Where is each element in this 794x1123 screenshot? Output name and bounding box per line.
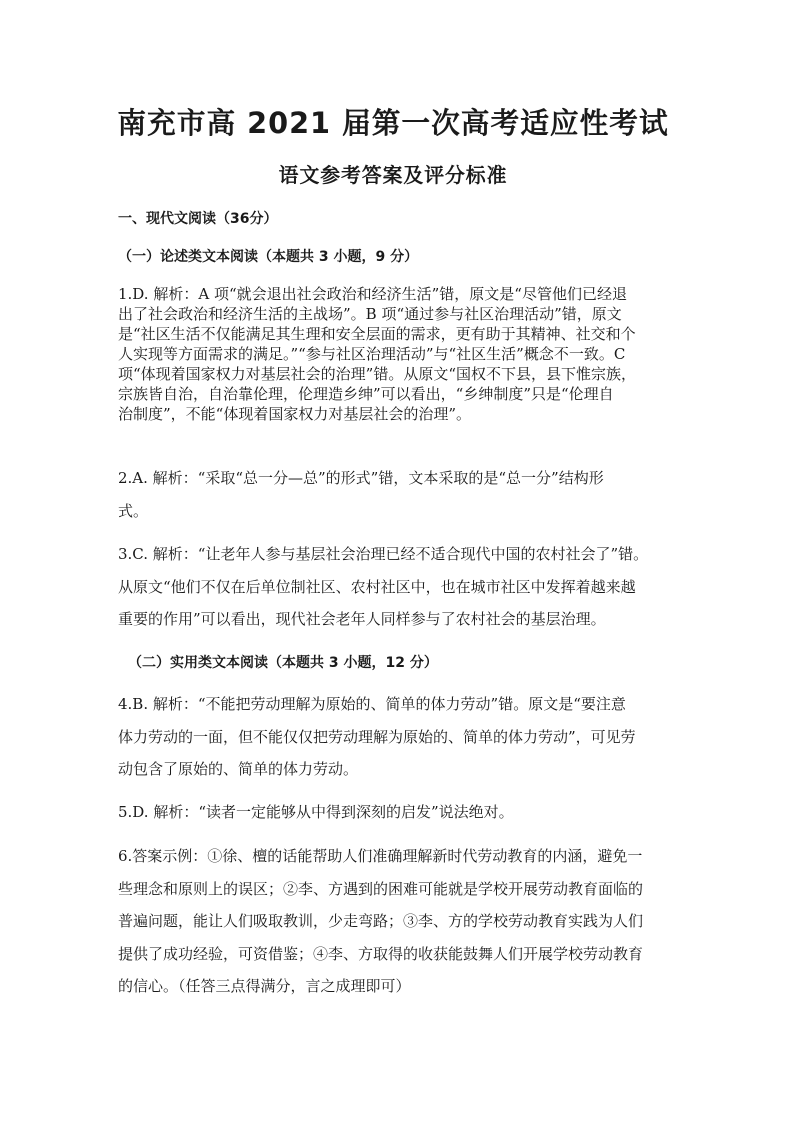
- answer-line: 项“体现着国家权力对基层社会的治理”错。从原文“国权不下县，县下惟宗族，: [118, 365, 637, 383]
- page-subtitle: 语文参考答案及评分标准: [278, 163, 508, 187]
- answer-q2: [118, 462, 604, 527]
- answer-line: 从原文“他们不仅在后单位制社区、农村社区中，也在城市社区中发挥着越来越: [118, 577, 636, 596]
- answer-line: 人实现等方面需求的满足。”“参与社区治理活动”与“社区生活”概念不一致。C: [118, 345, 626, 363]
- page-title: 南充市高 2021 届第一次高考适应性考试: [117, 106, 669, 140]
- answer-line: 6.答案示例：①徐、檀的话能帮助人们准确理解新时代劳动教育的内涵，避免一: [118, 847, 643, 865]
- answer-q1: [118, 284, 636, 424]
- answer-line: 宗族皆自治，自治靠伦理，伦理造乡绅”可以看出，“乡绅制度”只是“伦理自: [118, 385, 614, 403]
- answer-line: 普遍问题，能让人们吸取教训，少走弯路；③李、方的学校劳动教育实践为人们: [118, 912, 644, 930]
- answer-line: 提供了成功经验，可资借鉴；④李、方取得的收获能鼓舞人们开展学校劳动教育: [118, 944, 644, 963]
- subsection-heading-argumentative: （一）论述类文本阅读（本题共 3 小题，9 分）: [118, 249, 419, 265]
- answer-q3: [118, 538, 648, 636]
- answer-line: 重要的作用”可以看出，现代社会老年人同样参与了农村社会的基层治理。: [118, 610, 606, 628]
- answer-line: 5.D. 解析：“读者一定能够从中得到深刻的启发”说法绝对。: [118, 803, 514, 821]
- answer-line: 体力劳动的一面，但不能仅仅把劳动理解为原始的、简单的体力劳动”，可见劳: [118, 727, 636, 746]
- section-heading-modern-reading: 一、现代文阅读（36分）: [118, 211, 278, 227]
- answer-line: 出了社会政治和经济生活的主战场”。B 项“通过参与社区治理活动”错，原文: [118, 305, 622, 323]
- answer-q6: [118, 840, 643, 1003]
- answer-q5: [118, 796, 514, 829]
- answer-line: 治制度”，不能“体现着国家权力对基层社会的治理”。: [118, 405, 472, 423]
- answer-line: 动包含了原始的、简单的体力劳动。: [118, 760, 359, 778]
- answer-line: 2.A. 解析：“采取“总一分—总”的形式”错，文本采取的是“总一分”结构形: [118, 469, 604, 487]
- answer-q4: [118, 688, 636, 786]
- subsection-heading-practical: （二）实用类文本阅读（本题共 3 小题，12 分）: [128, 655, 438, 671]
- answer-line: 些理念和原则上的误区；②李、方遇到的困难可能就是学校开展劳动教育面临的: [118, 879, 644, 898]
- answer-line: 3.C. 解析：“让老年人参与基层社会治理已经不适合现代中国的农村社会了”错。: [118, 545, 649, 563]
- answer-line: 是“社区生活不仅能满足其生理和安全层面的需求，更有助于其精神、社交和个: [118, 325, 636, 343]
- answer-line: 4.B. 解析：“不能把劳动理解为原始的、简单的体力劳动”错。原文是“要注意: [118, 695, 626, 713]
- answer-line: 1.D. 解析：A 项“就会退出社会政治和经济生活”错，原文是“尽管他们已经退: [118, 285, 627, 303]
- answer-line: 的信心。（任答三点得满分，言之成理即可）: [118, 977, 411, 995]
- answer-line: 式。: [118, 501, 149, 520]
